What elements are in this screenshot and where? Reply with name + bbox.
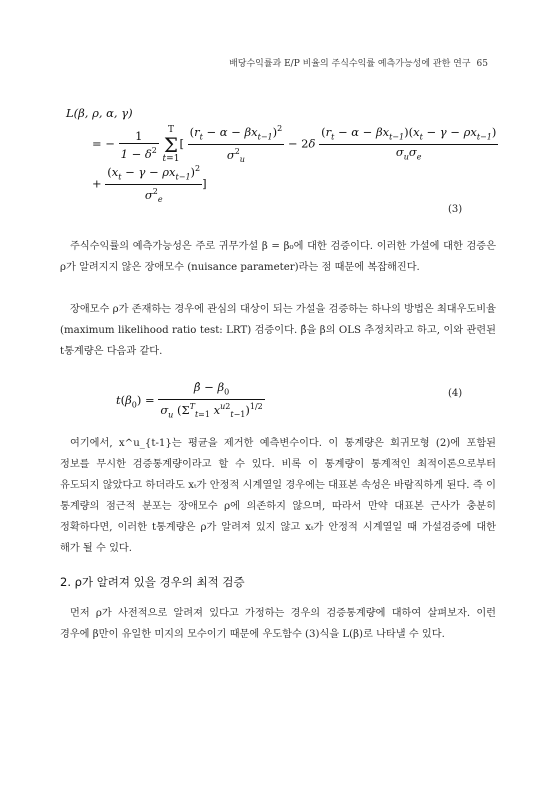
- paragraph-4: 먼저 ρ가 사전적으로 알려져 있다고 가정하는 경우의 검증통계량에 대하여 살펴보자. 이런 경우에 β만이 유일한 미지의 모수이기 때문에 우도함수 (3)식을 L(β)로 나타낼 수 있다.: [60, 608, 496, 640]
- paragraph-2: 장애모수 ρ가 존재하는 경우에 관심의 대상이 되는 가설을 검증하는 하나의 방법은 최대우도비율 (maximum likelihood ratio test: LRT) 검증이다. β̂을 β의 OLS 추정치라고 하고, 이와 관련된 t통계량은 다음과 같다.: [60, 304, 496, 357]
- eq4-number: (4): [448, 388, 463, 399]
- eq3-line1: = − $\frac{1}{1 - \delta^2}$ T Σ t=1[ $\frac{(r_t - \alpha - \beta x_{t-1})^2}{\sigma^2_u}$ − 2δ $\frac{(r_t - \alpha - \beta x_{t-1})(x_t - \gamma - \rho x_{t-1})}{\sigma_u\sigma_e}$: [92, 124, 497, 165]
- running-header: [229, 56, 488, 69]
- paragraph-3: 여기에서, x^u_{t-1}는 평균을 제거한 예측변수이다. 이 통계량은 회귀모형 (2)에 포함된 정보를 무시한 검증통계량이라고 할 수 있다. 비록 이 통계량이 통계적인 최적이론으로부터 유도되지 않았다고 하더라도 xₜ가 안정적 시계열일 경우에는 대표본 속성은 바람직하게 된다. 즉 이 통계량의 점근적 분포는 장애모수 ρ에 의존하지 않으며, 따라서 만약 대표본 근사가 충분히 정확하다면, 이러한 t통계량은 ρ가 알려져 있지 않고 xₜ가 안정적 시계열일 때 가설검증에 대한 해가 될 수 있다.: [60, 438, 496, 554]
- eq3-number: (3): [448, 204, 463, 215]
- paragraph-1: 주식수익률의 예측가능성은 주로 귀무가설 β = β₀에 대한 검증이다. 이러한 가설에 대한 검증은 ρ가 알려지지 않은 장애모수 (nuisance parameter)라는 점 때문에 복잡해진다.: [60, 241, 496, 273]
- running-title: 배당수익률과 E/P 비율의 주식수익률 예측가능성에 관한 연구: [229, 59, 471, 69]
- eq3-line2: + $\frac{(x_t - \gamma - \rho x_{t-1})^2}{\sigma^2_e}$ ]: [92, 164, 207, 205]
- page-number: 65: [476, 59, 488, 69]
- eq4: $t(\beta_0)$ = $\frac{\betâ - \beta_0}{\sigma_u (\Sigma^T_{t=1} x^{u2}_{t-1})^{1/2}}$: [116, 380, 263, 420]
- section-heading: 2. ρ가 알려져 있을 경우의 최적 검증: [60, 575, 245, 589]
- eq3-lhs: L(β, ρ, α, γ): [66, 106, 133, 120]
